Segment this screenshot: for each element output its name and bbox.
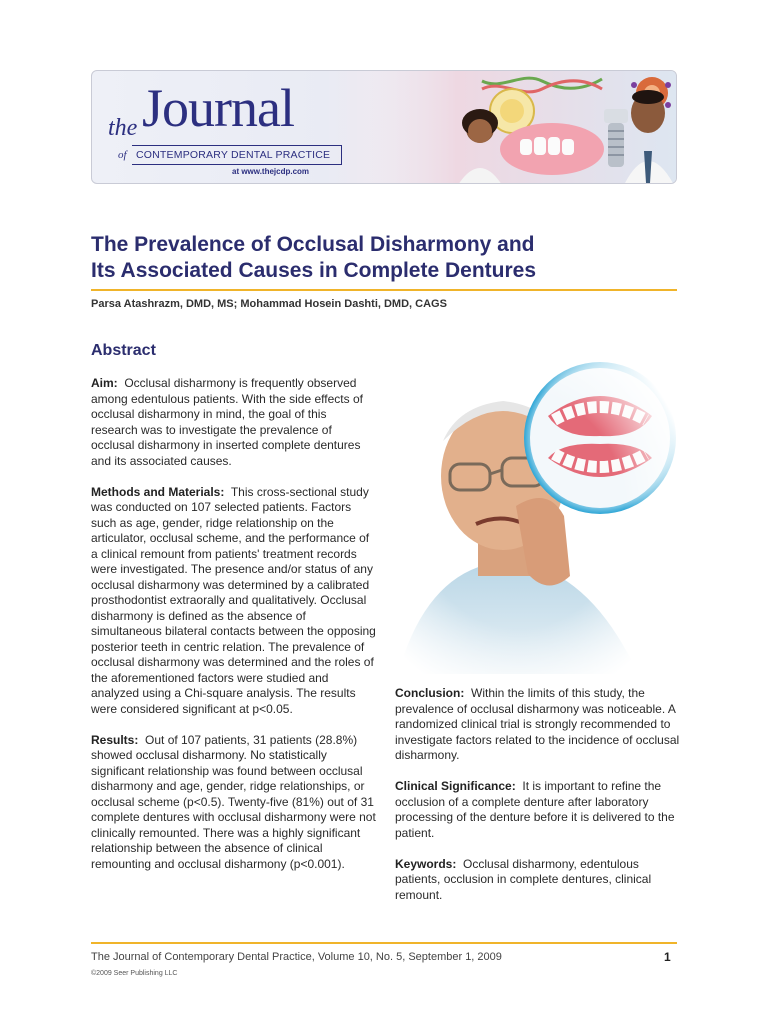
clinical-significance-paragraph bbox=[395, 779, 680, 841]
clinical-significance-label: Clinical Significance: bbox=[395, 779, 516, 793]
logo-url: at www.thejcdp.com bbox=[232, 167, 310, 176]
conclusion-text: Within the limits of this study, the prevalence of occlusal disharmony was noticeable. A randomized clinical trial is strongly recommended to investigate factors related to the incidence of occlusal disharmony. bbox=[395, 686, 680, 762]
keywords-text: Occlusal disharmony, edentulous patients, occlusion in complete dentures, clinical remount. bbox=[395, 856, 652, 902]
author-list: Parsa Atashrazm, DMD, MS; Mohammad Hosein Dashti, DMD, CAGS bbox=[91, 298, 447, 310]
aim-label: Aim: bbox=[91, 376, 118, 390]
journal-citation: The Journal of Contemporary Dental Practice, Volume 10, No. 5, September 1, 2009 bbox=[91, 951, 502, 963]
results-paragraph bbox=[91, 733, 376, 873]
title-line-2: Its Associated Causes in Complete Dentures bbox=[91, 259, 537, 282]
abstract-heading: Abstract bbox=[91, 342, 156, 359]
aim-text: Occlusal disharmony is frequently observed among edentulous patients. With the side effects of occlusal disharmony in mind, the goal of this research was to investigate the prevalence of occlusal disharmony in inserted complete dentures and its associated causes. bbox=[91, 376, 363, 468]
logo-the: the bbox=[108, 115, 138, 141]
logo-subtitle: CONTEMPORARY DENTAL PRACTICE bbox=[132, 145, 342, 165]
abstract-right-column bbox=[395, 686, 680, 919]
title-divider bbox=[91, 289, 677, 291]
copyright-notice: ©2009 Seer Publishing LLC bbox=[91, 970, 178, 977]
results-text: Out of 107 patients, 31 patients (28.8%) showed occlusal disharmony. No statistically significant relationship was found between occlusal disharmony and age, gender, ridge relationships, or occlusal scheme (p<0.5). Twenty-five (81%) out of 31 complete dentures with occlusal disharmony were not clinically remounted. There was a highly significant relationship between the absence of clinical remounting and occlusal disharmony (p<0.001). bbox=[91, 732, 376, 871]
conclusion-paragraph bbox=[395, 686, 680, 764]
logo-journal: Journal bbox=[142, 78, 294, 138]
methods-label: Methods and Materials: bbox=[91, 484, 225, 499]
results-label: Results: bbox=[91, 732, 139, 747]
journal-logo bbox=[102, 77, 392, 177]
keywords-paragraph bbox=[395, 857, 680, 904]
title-line-1: The Prevalence of Occlusal Disharmony and bbox=[91, 233, 535, 256]
footer-divider bbox=[91, 942, 677, 944]
aim-paragraph bbox=[91, 376, 376, 469]
journal-banner bbox=[91, 70, 677, 184]
keywords-label: Keywords: bbox=[395, 856, 457, 871]
methods-paragraph bbox=[91, 485, 376, 718]
logo-of: of bbox=[118, 149, 127, 161]
page-number: 1 bbox=[664, 950, 671, 964]
banner-collage-image bbox=[362, 71, 677, 184]
methods-text: This cross-sectional study was conducted on 107 selected patients. Factors such as age, gender, ridge relationship on the articulator, occlusal scheme, and the performance of a clinical remount from patients' treatment records were investigated. The presence and/or status of any occlusal disharmony was determined by a calibrated prosthodontist extraorally and qualitatively. Occlusal disharmony is defined as the absence of simultaneous bilateral contacts between the opposing posterior teeth in centric relation. The prevalence of occlusal disharmony was determined and the roles of the aforementioned factors were studied and analyzed using a Chi-square analysis. The results were considered significant at p<0.05. bbox=[91, 484, 376, 716]
abstract-left-column bbox=[91, 376, 376, 888]
patient-denture-photo bbox=[388, 346, 680, 674]
article-title bbox=[91, 232, 677, 284]
clinical-significance-text: It is important to refine the occlusion of a complete denture after laboratory processing of the denture before it is delivered to the patient. bbox=[395, 779, 675, 840]
conclusion-label: Conclusion: bbox=[395, 686, 465, 700]
